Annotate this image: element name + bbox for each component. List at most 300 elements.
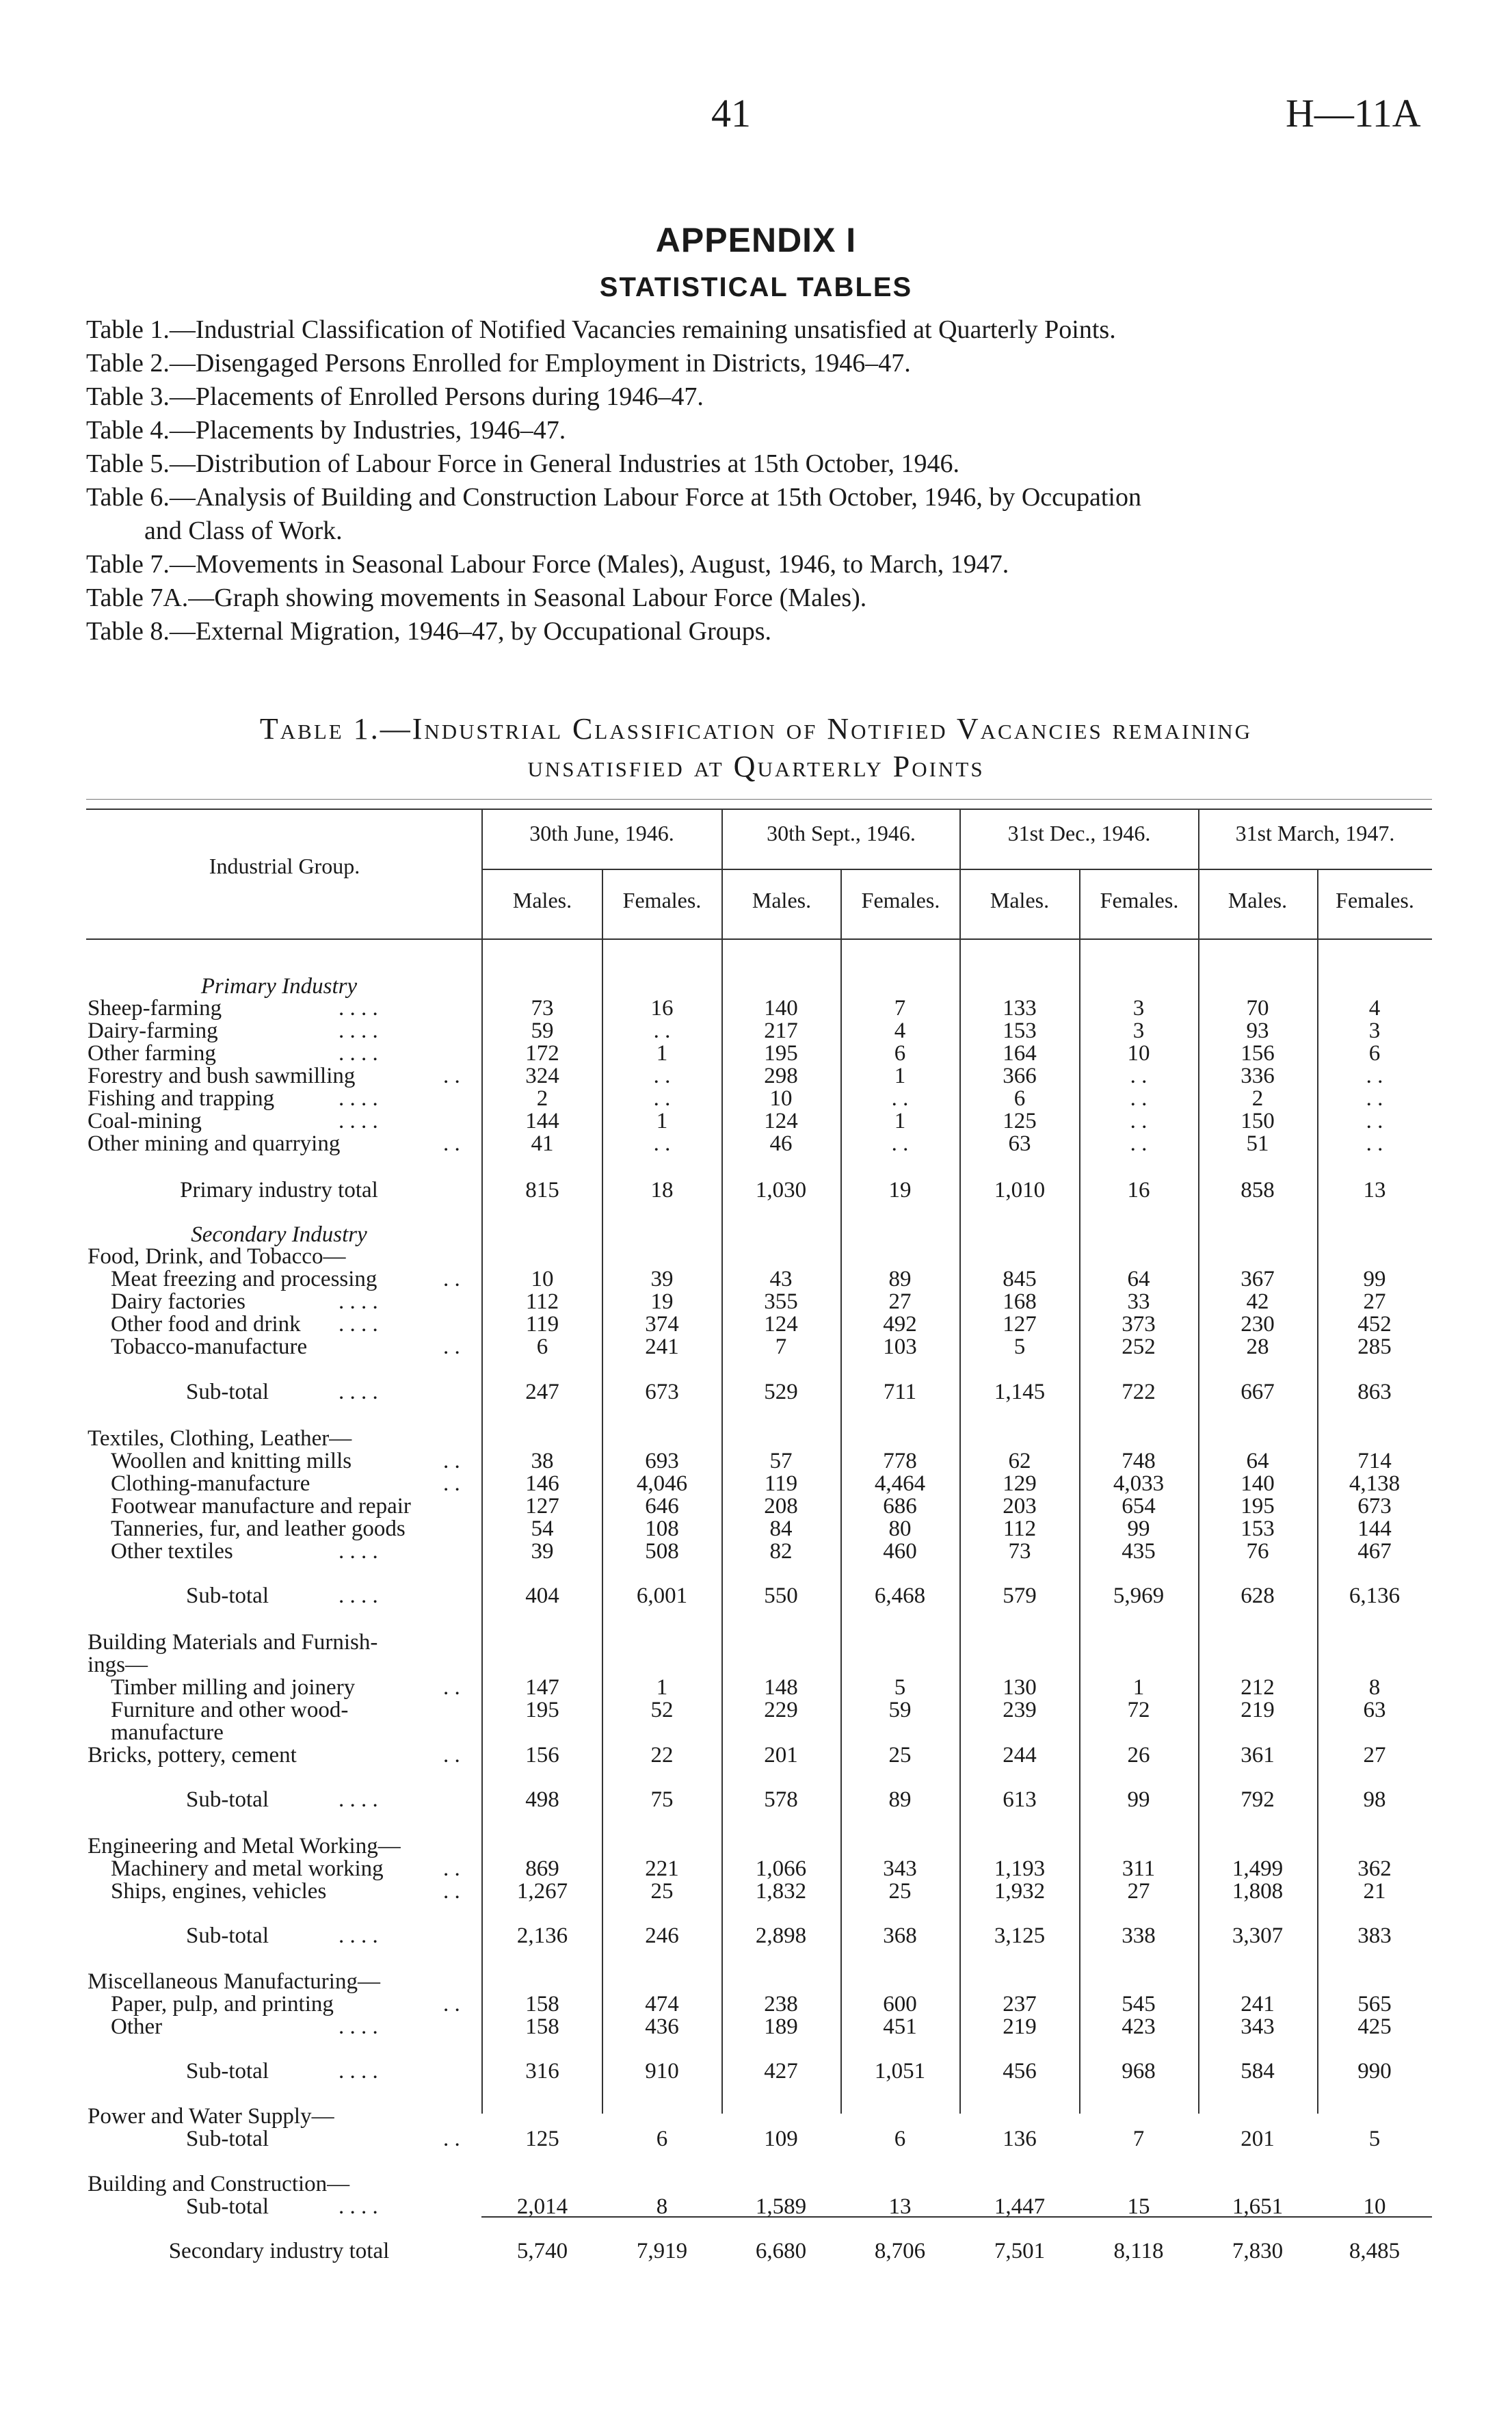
cell-females: . . <box>891 1131 909 1156</box>
appendix-subtitle: STATISTICAL TABLES <box>599 272 913 302</box>
cell-males: 70 <box>1246 996 1269 1021</box>
cell-females: 8,118 <box>1113 2239 1164 2263</box>
cell-males: 140 <box>764 996 798 1021</box>
cell-females: 1 <box>656 1675 668 1700</box>
leader-dots: . . . . <box>339 1787 378 1812</box>
cell-males: 76 <box>1246 1539 1269 1564</box>
cell-males: 366 <box>1003 1064 1037 1088</box>
toc-entry: Table 2.—Disengaged Persons Enrolled for Employment in Districts, 1946–47. <box>86 349 911 378</box>
cell-males: 153 <box>1241 1516 1275 1541</box>
row-label: Footwear manufacture and repair <box>111 1494 411 1519</box>
cell-males: 38 <box>531 1449 554 1473</box>
cell-females: 16 <box>1127 1178 1150 1203</box>
cell-males: 237 <box>1003 1992 1037 2016</box>
period-header: 31st Dec., 1946. <box>1007 821 1151 845</box>
cell-males: 238 <box>764 1992 798 2016</box>
cell-females: 1 <box>1132 1675 1145 1700</box>
cell-females: 423 <box>1122 2014 1156 2039</box>
cell-males: 10 <box>531 1267 554 1291</box>
cell-females: 27 <box>1363 1743 1386 1767</box>
cell-males: 247 <box>525 1380 559 1404</box>
page-number: 41 <box>711 91 751 135</box>
cell-females: . . <box>653 1086 671 1111</box>
cell-females: 425 <box>1357 2014 1392 2039</box>
cell-females: 6,001 <box>636 1583 688 1608</box>
table-title: Table 1.—Industrial Classification of Notified Vacancies remaining <box>259 712 1253 746</box>
cell-females: 4,464 <box>874 1471 926 1496</box>
cell-females: 144 <box>1357 1516 1392 1541</box>
cell-females: 545 <box>1122 1992 1156 2016</box>
cell-males: 125 <box>525 2127 559 2151</box>
males-header: Males. <box>512 888 572 912</box>
cell-females: 63 <box>1363 1698 1386 1722</box>
cell-females: 80 <box>888 1516 912 1541</box>
cell-females: 27 <box>1127 1879 1150 1904</box>
cell-females: 4 <box>894 1019 906 1043</box>
cell-males: 1,808 <box>1232 1879 1284 1904</box>
cell-males: 241 <box>1241 1992 1275 2016</box>
males-header: Males. <box>990 888 1050 912</box>
cell-males: 219 <box>1003 2014 1037 2039</box>
cell-females: 373 <box>1122 1312 1156 1337</box>
cell-males: 156 <box>525 1743 559 1767</box>
cell-females: 13 <box>888 2194 912 2219</box>
row-label: Paper, pulp, and printing <box>111 1992 334 2016</box>
cell-males: 5 <box>1013 1335 1026 1359</box>
document-code: H—11A <box>1286 91 1421 135</box>
row-label: Tobacco-manufacture <box>111 1335 308 1359</box>
subtotal-label: Secondary industry total <box>168 2239 390 2263</box>
cell-females: 1 <box>894 1064 906 1088</box>
leader-dots: . . . . <box>339 1923 378 1948</box>
cell-males: 127 <box>525 1494 559 1519</box>
cell-females: 711 <box>883 1380 917 1404</box>
row-label: Food, Drink, and Tobacco— <box>88 1244 346 1269</box>
row-label: Dairy-farming <box>88 1019 218 1043</box>
cell-males: 168 <box>1003 1289 1037 1314</box>
cell-males: 195 <box>525 1698 559 1722</box>
row-label: Other food and drink <box>111 1312 301 1337</box>
cell-females: . . <box>1130 1064 1148 1088</box>
cell-males: 208 <box>764 1494 798 1519</box>
cell-females: 362 <box>1357 1856 1392 1881</box>
cell-females: 19 <box>650 1289 674 1314</box>
cell-females: 3 <box>1368 1019 1381 1043</box>
subtotal-label: Sub-total <box>186 2059 269 2084</box>
cell-males: 229 <box>764 1698 798 1722</box>
cell-males: 858 <box>1241 1178 1275 1203</box>
rule-top <box>86 809 1432 810</box>
cell-females: 4,138 <box>1349 1471 1401 1496</box>
cell-males: 140 <box>1241 1471 1275 1496</box>
leader-dots: . . . . <box>339 996 378 1021</box>
row-label: Clothing-manufacture <box>111 1471 310 1496</box>
cell-males: 39 <box>531 1539 554 1564</box>
cell-females: 8,706 <box>874 2239 926 2263</box>
cell-females: 5 <box>894 1675 906 1700</box>
leader-dots: . . . . <box>339 1109 378 1133</box>
rule-v-sub <box>1079 869 1080 2114</box>
row-label: Other <box>111 2014 163 2039</box>
row-label: Engineering and Metal Working— <box>88 1834 401 1858</box>
subtotal-label: Sub-total <box>186 2194 269 2219</box>
cell-females: 693 <box>645 1449 679 1473</box>
cell-females: 99 <box>1127 1516 1150 1541</box>
cell-females: 6 <box>656 2127 668 2151</box>
cell-males: 7 <box>775 1335 787 1359</box>
cell-females: 968 <box>1122 2059 1156 2084</box>
cell-males: 57 <box>769 1449 793 1473</box>
cell-females: . . <box>1366 1109 1383 1133</box>
cell-males: 498 <box>525 1787 559 1812</box>
cell-males: 1,589 <box>755 2194 807 2219</box>
cell-females: 383 <box>1357 1923 1392 1948</box>
row-label: Tanneries, fur, and leather goods <box>111 1516 406 1541</box>
cell-males: 6 <box>536 1335 548 1359</box>
cell-males: 219 <box>1241 1698 1275 1722</box>
cell-males: 529 <box>764 1380 798 1404</box>
cell-males: 869 <box>525 1856 559 1881</box>
cell-males: 54 <box>531 1516 554 1541</box>
cell-females: 343 <box>883 1856 917 1881</box>
cell-females: . . <box>653 1131 671 1156</box>
cell-females: . . <box>1366 1131 1383 1156</box>
cell-females: 99 <box>1127 1787 1150 1812</box>
row-label: Power and Water Supply— <box>88 2104 334 2129</box>
row-label: Building and Construction— <box>88 2172 350 2196</box>
cell-males: 59 <box>531 1019 554 1043</box>
cell-males: 1,010 <box>994 1178 1046 1203</box>
cell-males: 201 <box>1241 2127 1275 2151</box>
rule-v-period2 <box>959 809 961 2114</box>
toc-entry: Table 6.—Analysis of Building and Construction Labour Force at 15th October, 1946, by Occupation <box>86 483 1141 512</box>
cell-males: 316 <box>525 2059 559 2084</box>
cell-males: 146 <box>525 1471 559 1496</box>
cell-males: 148 <box>764 1675 798 1700</box>
row-label: Woollen and knitting mills <box>111 1449 352 1473</box>
cell-females: 4 <box>1368 996 1381 1021</box>
cell-males: 1,030 <box>755 1178 807 1203</box>
cell-females: 98 <box>1363 1787 1386 1812</box>
males-header: Males. <box>1228 888 1288 912</box>
cell-females: 6 <box>894 2127 906 2151</box>
cell-females: . . <box>1366 1064 1383 1088</box>
cell-females: 451 <box>883 2014 917 2039</box>
row-label: Timber milling and joinery <box>111 1675 356 1700</box>
section-heading: Secondary Industry <box>191 1222 367 1247</box>
cell-males: 112 <box>525 1289 559 1314</box>
table-of-contents <box>86 313 1440 648</box>
cell-females: . . <box>653 1019 671 1043</box>
rule-v-period3 <box>1198 809 1199 2114</box>
cell-females: 39 <box>650 1267 674 1291</box>
cell-females: 241 <box>645 1335 679 1359</box>
cell-females: 16 <box>650 996 674 1021</box>
leader-dots: . . . . <box>339 1583 378 1608</box>
cell-males: 153 <box>1003 1019 1037 1043</box>
cell-males: 550 <box>764 1583 798 1608</box>
cell-females: 565 <box>1357 1992 1392 2016</box>
cell-females: 722 <box>1122 1380 1156 1404</box>
cell-females: 1 <box>656 1041 668 1066</box>
row-label: Other textiles <box>111 1539 233 1564</box>
cell-males: 324 <box>525 1064 559 1088</box>
cell-males: 1,267 <box>516 1879 568 1904</box>
rule-v-sub <box>840 869 842 2114</box>
leader-dots: . . <box>443 1879 460 1904</box>
cell-males: 73 <box>531 996 554 1021</box>
cell-females: 221 <box>645 1856 679 1881</box>
cell-males: 1,651 <box>1232 2194 1284 2219</box>
cell-females: 748 <box>1122 1449 1156 1473</box>
cell-males: 336 <box>1241 1064 1275 1088</box>
cell-males: 845 <box>1003 1267 1037 1291</box>
group-header: Industrial Group. <box>209 854 360 878</box>
cell-males: 404 <box>525 1583 559 1608</box>
cell-females: 8,485 <box>1349 2239 1401 2263</box>
cell-males: 6 <box>1013 1086 1026 1111</box>
subtotal-label: Sub-total <box>186 1923 269 1948</box>
row-label: ings— <box>88 1653 148 1677</box>
cell-males: 147 <box>525 1675 559 1700</box>
cell-males: 127 <box>1003 1312 1037 1337</box>
cell-females: 246 <box>645 1923 679 1948</box>
leader-dots: . . . . <box>339 1289 378 1314</box>
row-label: Furniture and other wood- <box>111 1698 349 1722</box>
toc-entry: Table 5.—Distribution of Labour Force in General Industries at 15th October, 1946. <box>86 449 959 478</box>
cell-males: 42 <box>1246 1289 1269 1314</box>
cell-males: 172 <box>525 1041 559 1066</box>
cell-males: 46 <box>769 1131 793 1156</box>
cell-males: 244 <box>1003 1743 1037 1767</box>
cell-females: 4,033 <box>1113 1471 1165 1496</box>
cell-males: 1,066 <box>755 1856 807 1881</box>
cell-males: 7,830 <box>1232 2239 1284 2263</box>
cell-females: 59 <box>888 1698 912 1722</box>
cell-males: 62 <box>1008 1449 1031 1473</box>
cell-males: 2 <box>1251 1086 1264 1111</box>
cell-females: 19 <box>888 1178 912 1203</box>
cell-males: 150 <box>1241 1109 1275 1133</box>
cell-males: 578 <box>764 1787 798 1812</box>
cell-males: 43 <box>769 1267 793 1291</box>
cell-females: 452 <box>1357 1312 1392 1337</box>
leader-dots: . . . . <box>339 1019 378 1043</box>
cell-females: 5 <box>1368 2127 1381 2151</box>
row-label: Fishing and trapping <box>88 1086 275 1111</box>
row-label: Dairy factories <box>111 1289 246 1314</box>
females-header: Females. <box>1100 888 1179 912</box>
cell-males: 124 <box>764 1109 798 1133</box>
cell-females: 52 <box>650 1698 674 1722</box>
cell-females: 7 <box>1132 2127 1145 2151</box>
cell-females: . . <box>891 1086 909 1111</box>
males-header: Males. <box>752 888 812 912</box>
toc-entry: Table 7.—Movements in Seasonal Labour Force (Males), August, 1946, to March, 1947. <box>86 550 1009 579</box>
cell-females: . . <box>653 1064 671 1088</box>
period-header: 30th June, 1946. <box>529 821 674 845</box>
cell-females: 436 <box>645 2014 679 2039</box>
cell-males: 109 <box>764 2127 798 2151</box>
cell-males: 73 <box>1008 1539 1031 1564</box>
cell-males: 667 <box>1241 1380 1275 1404</box>
cell-females: 6,468 <box>874 1583 926 1608</box>
cell-females: 25 <box>888 1879 912 1904</box>
cell-females: 108 <box>645 1516 679 1541</box>
row-label: Textiles, Clothing, Leather— <box>88 1426 352 1451</box>
rule-v-period1 <box>721 809 723 2114</box>
cell-males: 7,501 <box>994 2239 1046 2263</box>
leader-dots: . . <box>443 1471 460 1496</box>
subtotal-label: Sub-total <box>186 1787 269 1812</box>
cell-males: 217 <box>764 1019 798 1043</box>
rule-v-label <box>481 809 483 2114</box>
row-label: Meat freezing and processing <box>111 1267 377 1291</box>
cell-males: 133 <box>1003 996 1037 1021</box>
cell-males: 28 <box>1246 1335 1269 1359</box>
leader-dots: . . <box>443 1335 460 1359</box>
row-label: Other mining and quarrying <box>88 1131 341 1156</box>
leader-dots: . . <box>443 1267 460 1291</box>
cell-females: 1 <box>894 1109 906 1133</box>
cell-males: 6,680 <box>755 2239 807 2263</box>
cell-females: 99 <box>1363 1267 1386 1291</box>
cell-females: 18 <box>650 1178 674 1203</box>
cell-females: 3 <box>1132 1019 1145 1043</box>
subtotal-label: Sub-total <box>186 1583 269 1608</box>
cell-females: 8 <box>1368 1675 1381 1700</box>
cell-males: 456 <box>1003 2059 1037 2084</box>
leader-dots: . . . . <box>339 2194 378 2219</box>
cell-females: 8 <box>656 2194 668 2219</box>
cell-males: 367 <box>1241 1267 1275 1291</box>
cell-females: 89 <box>888 1787 912 1812</box>
leader-dots: . . . . <box>339 1312 378 1337</box>
cell-females: 311 <box>1122 1856 1156 1881</box>
subtotal-label: Sub-total <box>186 2127 269 2151</box>
cell-females: 75 <box>650 1787 674 1812</box>
leader-dots: . . <box>443 1675 460 1700</box>
cell-females: 103 <box>883 1335 917 1359</box>
toc-entry: Table 7A.—Graph showing movements in Seasonal Labour Force (Males). <box>86 583 867 612</box>
cell-males: 195 <box>1241 1494 1275 1519</box>
leader-dots: . . . . <box>339 1539 378 1564</box>
leader-dots: . . . . <box>339 1041 378 1066</box>
row-label: Forestry and bush sawmilling <box>88 1064 356 1088</box>
cell-females: 673 <box>645 1380 679 1404</box>
cell-males: 112 <box>1003 1516 1037 1541</box>
cell-females: 26 <box>1127 1743 1150 1767</box>
cell-males: 129 <box>1003 1471 1037 1496</box>
leader-dots: . . . . <box>339 2014 378 2039</box>
cell-females: 27 <box>1363 1289 1386 1314</box>
females-header: Females. <box>861 888 940 912</box>
cell-females: 21 <box>1363 1879 1386 1904</box>
cell-males: 361 <box>1241 1743 1275 1767</box>
toc-entry: Table 1.—Industrial Classification of Notified Vacancies remaining unsatisfied at Quarterly Points. <box>86 315 1116 344</box>
cell-males: 1,145 <box>994 1380 1046 1404</box>
cell-females: 863 <box>1357 1380 1392 1404</box>
cell-males: 1,447 <box>994 2194 1046 2219</box>
cell-females: 1 <box>656 1109 668 1133</box>
cell-females: 368 <box>883 1923 917 1948</box>
leader-dots: . . <box>443 1064 460 1088</box>
table-title-line2: unsatisfied at Quarterly Points <box>527 750 985 783</box>
leader-dots: . . <box>443 1743 460 1767</box>
cell-females: 673 <box>1357 1494 1392 1519</box>
cell-females: 714 <box>1357 1449 1392 1473</box>
cell-females: 10 <box>1363 2194 1386 2219</box>
cell-males: 125 <box>1003 1109 1037 1133</box>
females-header: Females. <box>1336 888 1414 912</box>
cell-females: 3 <box>1132 996 1145 1021</box>
row-label: Coal-mining <box>88 1109 202 1133</box>
cell-females: 10 <box>1127 1041 1150 1066</box>
cell-males: 158 <box>525 1992 559 2016</box>
leader-dots: . . . . <box>339 1380 378 1404</box>
row-label: Building Materials and Furnish- <box>88 1630 378 1655</box>
subtotal-label: Sub-total <box>186 1380 269 1404</box>
cell-females: 285 <box>1357 1335 1392 1359</box>
females-header: Females. <box>622 888 702 912</box>
period-header: 31st March, 1947. <box>1235 821 1395 845</box>
cell-females: 5,969 <box>1113 1583 1165 1608</box>
cell-males: 144 <box>525 1109 559 1133</box>
cell-females: 646 <box>645 1494 679 1519</box>
cell-females: 7 <box>894 996 906 1021</box>
cell-males: 156 <box>1241 1041 1275 1066</box>
cell-males: 10 <box>769 1086 793 1111</box>
cell-females: 600 <box>883 1992 917 2016</box>
cell-males: 164 <box>1003 1041 1037 1066</box>
cell-females: 252 <box>1122 1335 1156 1359</box>
leader-dots: . . . . <box>339 2059 378 2084</box>
cell-males: 2,136 <box>516 1923 568 1948</box>
cell-males: 189 <box>764 2014 798 2039</box>
cell-females: 508 <box>645 1539 679 1564</box>
rule-header-bottom <box>86 938 1432 940</box>
leader-dots: . . <box>443 1856 460 1881</box>
rule-v-sub <box>602 869 603 2114</box>
cell-females: 435 <box>1122 1539 1156 1564</box>
cell-females: 6,136 <box>1349 1583 1401 1608</box>
cell-males: 195 <box>764 1041 798 1066</box>
cell-males: 5,740 <box>516 2239 568 2263</box>
cell-males: 230 <box>1241 1312 1275 1337</box>
leader-dots: . . <box>443 1131 460 1156</box>
cell-males: 212 <box>1241 1675 1275 1700</box>
appendix-title: APPENDIX I <box>655 221 857 259</box>
cell-females: 33 <box>1127 1289 1150 1314</box>
cell-females: . . <box>1130 1086 1148 1111</box>
cell-females: 6 <box>894 1041 906 1066</box>
cell-females: 460 <box>883 1539 917 1564</box>
cell-males: 427 <box>764 2059 798 2084</box>
cell-females: 64 <box>1127 1267 1150 1291</box>
cell-females: 374 <box>645 1312 679 1337</box>
cell-females: 467 <box>1357 1539 1392 1564</box>
cell-males: 815 <box>525 1178 559 1203</box>
cell-females: 13 <box>1363 1178 1386 1203</box>
cell-males: 2,014 <box>516 2194 568 2219</box>
cell-males: 124 <box>764 1312 798 1337</box>
cell-females: 7,919 <box>636 2239 688 2263</box>
cell-males: 201 <box>764 1743 798 1767</box>
cell-females: . . <box>1130 1109 1148 1133</box>
rule-period-sep <box>483 869 1432 870</box>
row-label: Sheep-farming <box>88 996 222 1021</box>
rule-dotted-top <box>86 799 1432 800</box>
